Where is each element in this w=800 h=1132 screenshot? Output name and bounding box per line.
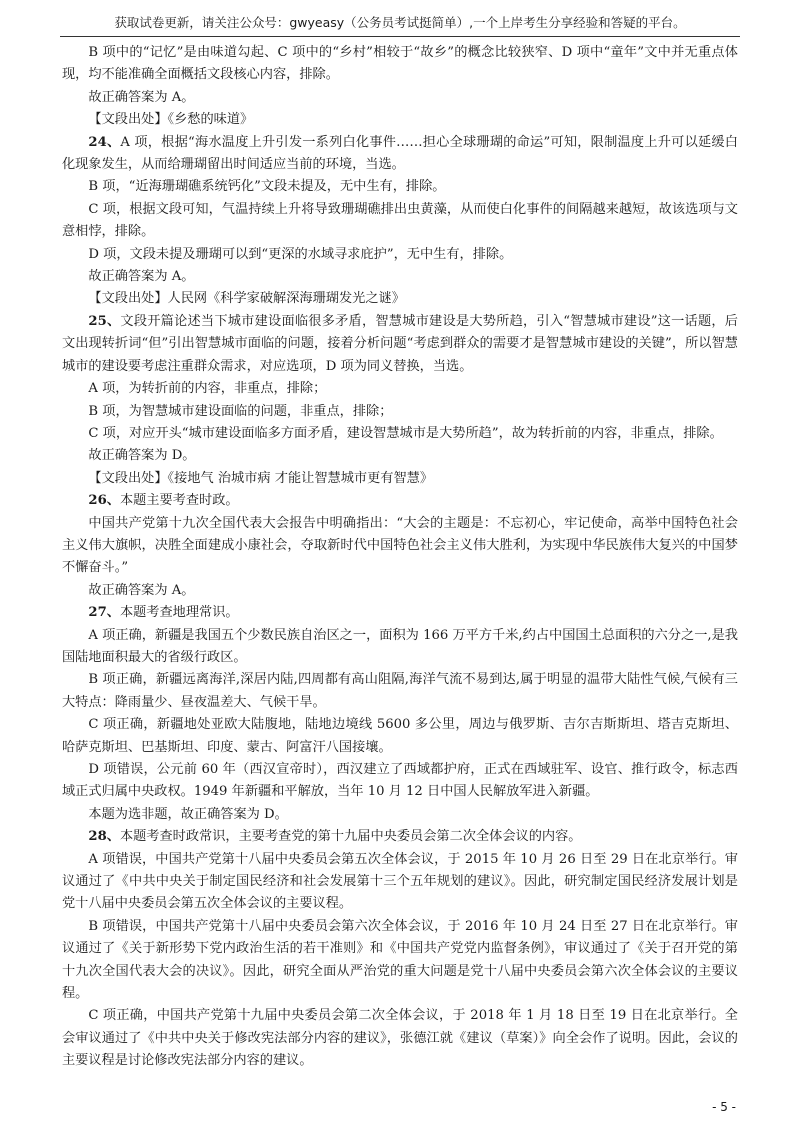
question-number: 28、 xyxy=(88,829,120,845)
paragraph xyxy=(62,1005,738,1072)
paragraph-text: A 项正确，新疆是我国五个少数民族自治区之一，面积为 166 万平方千米,约占中国国土总面积的六分之一,是我国陆地面积最大的省级行政区。 xyxy=(62,627,738,665)
question-paragraph xyxy=(62,311,738,378)
page-number: - 5 - xyxy=(712,1100,736,1114)
paragraph-text: A 项错误，中国共产党第十八届中央委员会第五次全体会议，于 2015 年 10 月 26 日至 29 日在北京举行。审议通过了《中共中央关于制定国民经济和社会发展第十三个五年规划的建议》。因此，研究制定国民经济发展计划是党十八届中央委员会第五次全体会议的主要议程。 xyxy=(62,851,738,912)
paragraph-text: 【文段出处】《乡愁的味道》 xyxy=(88,112,254,128)
paragraph xyxy=(62,42,738,87)
paragraph xyxy=(62,423,738,445)
paragraph-text: A 项，为转折前的内容，非重点，排除； xyxy=(88,381,327,397)
paragraph-text: 【文段出处】《接地气 治城市病 才能让智慧城市更有智慧》 xyxy=(88,470,434,486)
paragraph xyxy=(62,378,738,400)
paragraph xyxy=(62,176,738,198)
paragraph-text: 本题主要考查时政。 xyxy=(119,493,239,509)
paragraph-text: 文段开篇论述当下城市建设面临很多矛盾，智慧城市建设是大势所趋，引入“智慧城市建设”这一话题，后文出现转折词“但”引出智慧城市面临的问题，接着分析问题“考虑到群众的需要才是智慧城市建设的关键”，所以智慧城市的建设要考虑注重群众需求，对应选项，D 项为同义替换，当选。 xyxy=(62,313,738,374)
question-paragraph xyxy=(62,490,738,512)
question-paragraph xyxy=(62,602,738,624)
paragraph xyxy=(62,244,738,266)
paragraph xyxy=(62,401,738,423)
paragraph-text: C 项，根据文段可知，气温持续上升将导致珊瑚礁排出虫黄藻，从而使白化事件的间隔越来越短，故该选项与文意相悖，排除。 xyxy=(62,201,738,240)
paragraph-text: C 项正确，新疆地处亚欧大陆腹地，陆地边境线 5600 多公里，周边与俄罗斯、吉尔吉斯斯坦、塔吉克斯坦、哈萨克斯坦、巴基斯坦、印度、蒙古、阿富汗八国接壤。 xyxy=(62,717,738,755)
paragraph xyxy=(62,804,738,826)
paragraph xyxy=(62,714,738,759)
paragraph-text: C 项正确，中国共产党第十九届中央委员会第二次全体会议，于 2018 年 1 月 18 日至 19 日在北京举行。全会审议通过了《中共中央关于修改宪法部分内容的建议》，张德江就《建议（草案）》向全会作了说明。因此，会议的主要议程是讨论修改宪法部分内容的建议。 xyxy=(62,1008,738,1069)
paragraph-text: B 项，“近海珊瑚礁系统钙化”文段未提及，无中生有，排除。 xyxy=(88,179,446,195)
paragraph-text: 【文段出处】人民网《科学家破解深海珊瑚发光之谜》 xyxy=(88,291,405,307)
paragraph-text: 中国共产党第十九次全国代表大会报告中明确指出：“大会的主题是：不忘初心，牢记使命，高举中国特色社会主义伟大旗帜，决胜全面建成小康社会，夺取新时代中国特色社会主义伟大胜利，为实现中华民族伟大复兴的中国梦不懈奋斗。” xyxy=(62,515,738,576)
paragraph-text: D 项，文段未提及珊瑚可以到“更深的水域寻求庇护”，无中生有，排除。 xyxy=(88,246,513,262)
paragraph xyxy=(62,199,738,244)
page-header: 获取试卷更新，请关注公众号：gwyeasy（公务员考试挺简单）,一个上岸考生分享经验和答疑的平台。 xyxy=(60,10,740,37)
paragraph xyxy=(62,849,738,916)
question-number: 24、 xyxy=(88,134,121,150)
question-paragraph xyxy=(62,826,738,848)
question-number: 26、 xyxy=(88,493,120,509)
document-body xyxy=(62,42,738,1073)
paragraph xyxy=(62,513,738,580)
paragraph xyxy=(62,109,738,131)
question-number: 27、 xyxy=(88,605,120,621)
paragraph xyxy=(62,625,738,670)
paragraph xyxy=(62,266,738,288)
paragraph xyxy=(62,669,738,714)
paragraph-text: 故正确答案为 A。 xyxy=(88,582,195,598)
paragraph-text: 本题考查时政常识，主要考查党的第十九届中央委员会第二次全体会议的内容。 xyxy=(119,829,582,845)
paragraph xyxy=(62,916,738,1006)
paragraph xyxy=(62,580,738,602)
paragraph-text: 本题考查地理常识。 xyxy=(119,605,239,621)
paragraph-text: 故正确答案为 D。 xyxy=(88,448,196,464)
paragraph-text: B 项，为智慧城市建设面临的问题，非重点，排除； xyxy=(88,403,393,419)
paragraph-text: B 项错误，中国共产党第十八届中央委员会第六次全体会议，于 2016 年 10 月 24 日至 27 日在北京举行。审议通过了《关于新形势下党内政治生活的若干准则》和《中国共产党党内监督条例》，审议通过了《关于召开党的第十九次全国代表大会的决议》。因此，研究全面从严治党的重大问题是党十八届中央委员会第六次全体会议的主要议程。 xyxy=(62,918,738,1002)
paragraph xyxy=(62,445,738,467)
paragraph-text: D 项错误，公元前 60 年（西汉宣帝时），西汉建立了西域都护府，正式在西域驻军、设官、推行政令，标志西域正式归属中央政权。1949 年新疆和平解放，当年 10 月 12 日中国人民解放军进入新疆。 xyxy=(62,762,738,800)
paragraph-text: B 项中的“记忆”是由味道勾起、C 项中的“乡村”相较于“故乡”的概念比较狭窄、D 项中“童年”文中并无重点体现，均不能准确全面概括文段核心内容，排除。 xyxy=(62,45,738,83)
paragraph-text: A 项，根据“海水温度上升引发一系列白化事件……担心全球珊瑚的命运”可知，限制温度上升可以延缓白化现象发生，从而给珊瑚留出时间适应当前的环境，当选。 xyxy=(62,134,738,173)
paragraph-text: B 项正确，新疆远离海洋,深居内陆,四周都有高山阻隔,海洋气流不易到达,属于明显的温带大陆性气候,气候有三大特点：降雨量少、昼夜温差大、气候干旱。 xyxy=(62,672,738,710)
question-paragraph xyxy=(62,132,738,177)
paragraph-text: 故正确答案为 A。 xyxy=(88,89,195,105)
paragraph-text: 故正确答案为 A。 xyxy=(88,269,195,285)
paragraph-text: C 项，对应开头“城市建设面临多方面矛盾，建设智慧城市是大势所趋”，故为转折前的内容，非重点，排除。 xyxy=(88,425,723,441)
paragraph xyxy=(62,759,738,804)
paragraph xyxy=(62,468,738,490)
paragraph xyxy=(62,87,738,109)
paragraph-text: 本题为选非题，故正确答案为 D。 xyxy=(88,806,288,822)
question-number: 25、 xyxy=(88,313,121,329)
paragraph xyxy=(62,288,738,310)
